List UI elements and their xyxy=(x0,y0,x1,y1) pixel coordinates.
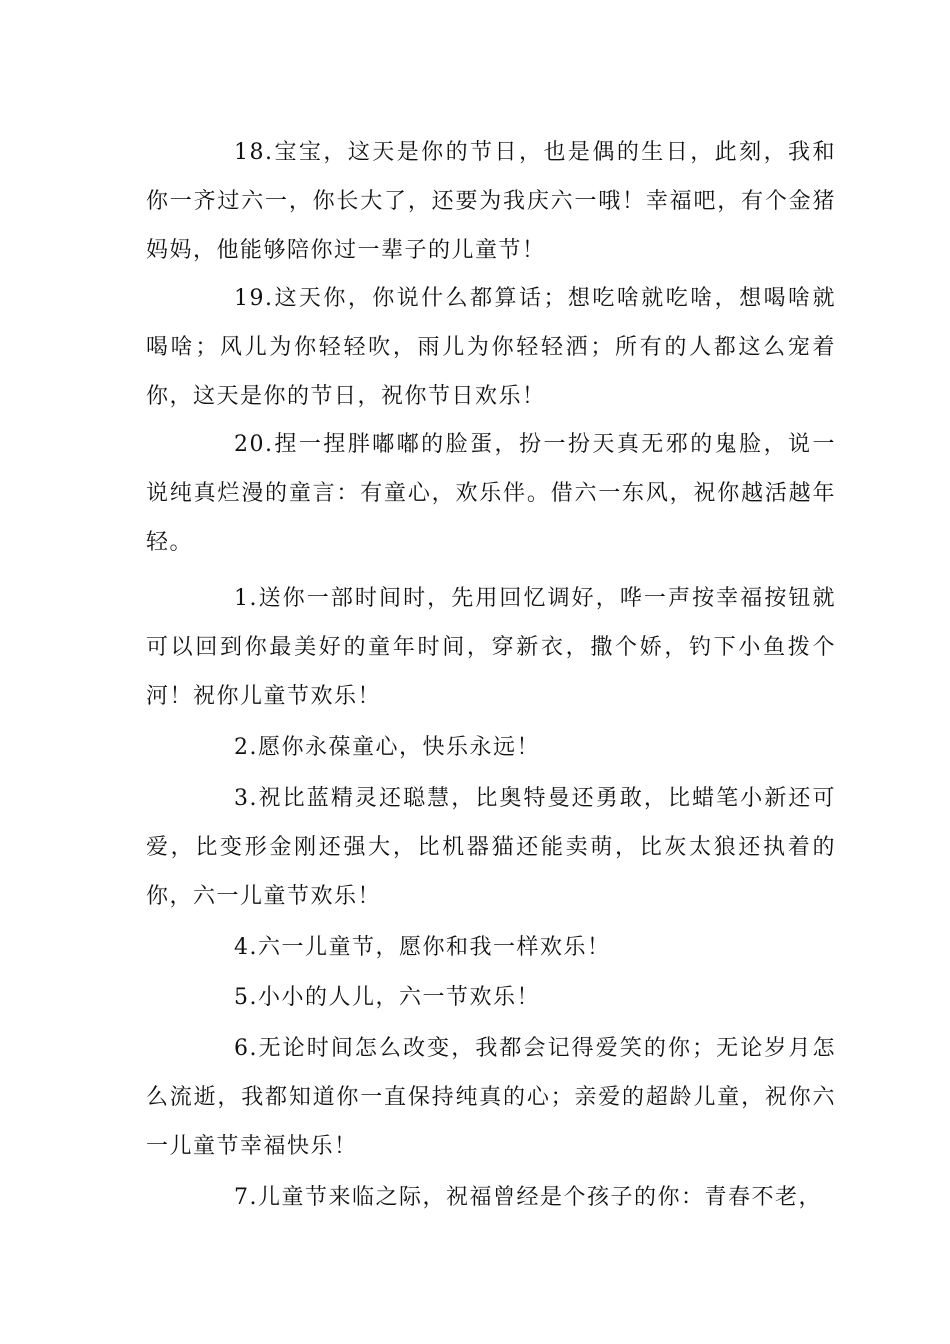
paragraph-4: 4.六一儿童节，愿你和我一样欢乐！ xyxy=(234,935,611,960)
paragraph-1: 1.送你一部时间时，先用回忆调好，哗一声按幸福按钮就可以回到你最美好的童年时间，穿新衣，撒个娇，钓下小鱼拨个河！祝你儿童节欢乐！ xyxy=(146,586,836,709)
paragraph-19: 19.这天你，你说什么都算话；想吃啥就吃啥，想喝啥就喝啥；风儿为你轻轻吹，雨儿为你轻轻洒；所有的人都这么宠着你，这天是你的节日，祝你节日欢乐！ xyxy=(146,286,836,409)
paragraph-20: 20.捏一捏胖嘟嘟的脸蛋，扮一扮天真无邪的鬼脸，说一说纯真烂漫的童言：有童心，欢乐伴。借六一东风，祝你越活越年轻。 xyxy=(146,432,836,555)
paragraph-6: 6.无论时间怎么改变，我都会记得爱笑的你；无论岁月怎么流逝，我都知道你一直保持纯真的心；亲爱的超龄儿童，祝你六一儿童节幸福快乐！ xyxy=(146,1036,836,1159)
paragraph-18: 18.宝宝，这天是你的节日，也是偶的生日，此刻，我和你一齐过六一，你长大了，还要为我庆六一哦！幸福吧，有个金猪妈妈，他能够陪你过一辈子的儿童节！ xyxy=(146,140,836,263)
paragraph-3: 3.祝比蓝精灵还聪慧，比奥特曼还勇敢，比蜡笔小新还可爱，比变形金刚还强大，比机器猫还能卖萌，比灰太狼还执着的你，六一儿童节欢乐！ xyxy=(146,786,836,909)
paragraph-2: 2.愿你永葆童心，快乐永远！ xyxy=(234,735,540,760)
paragraph-7: 7.儿童节来临之际，祝福曾经是个孩子的你：青春不老， xyxy=(234,1185,822,1210)
paragraph-5: 5.小小的人儿，六一节欢乐！ xyxy=(234,985,540,1010)
